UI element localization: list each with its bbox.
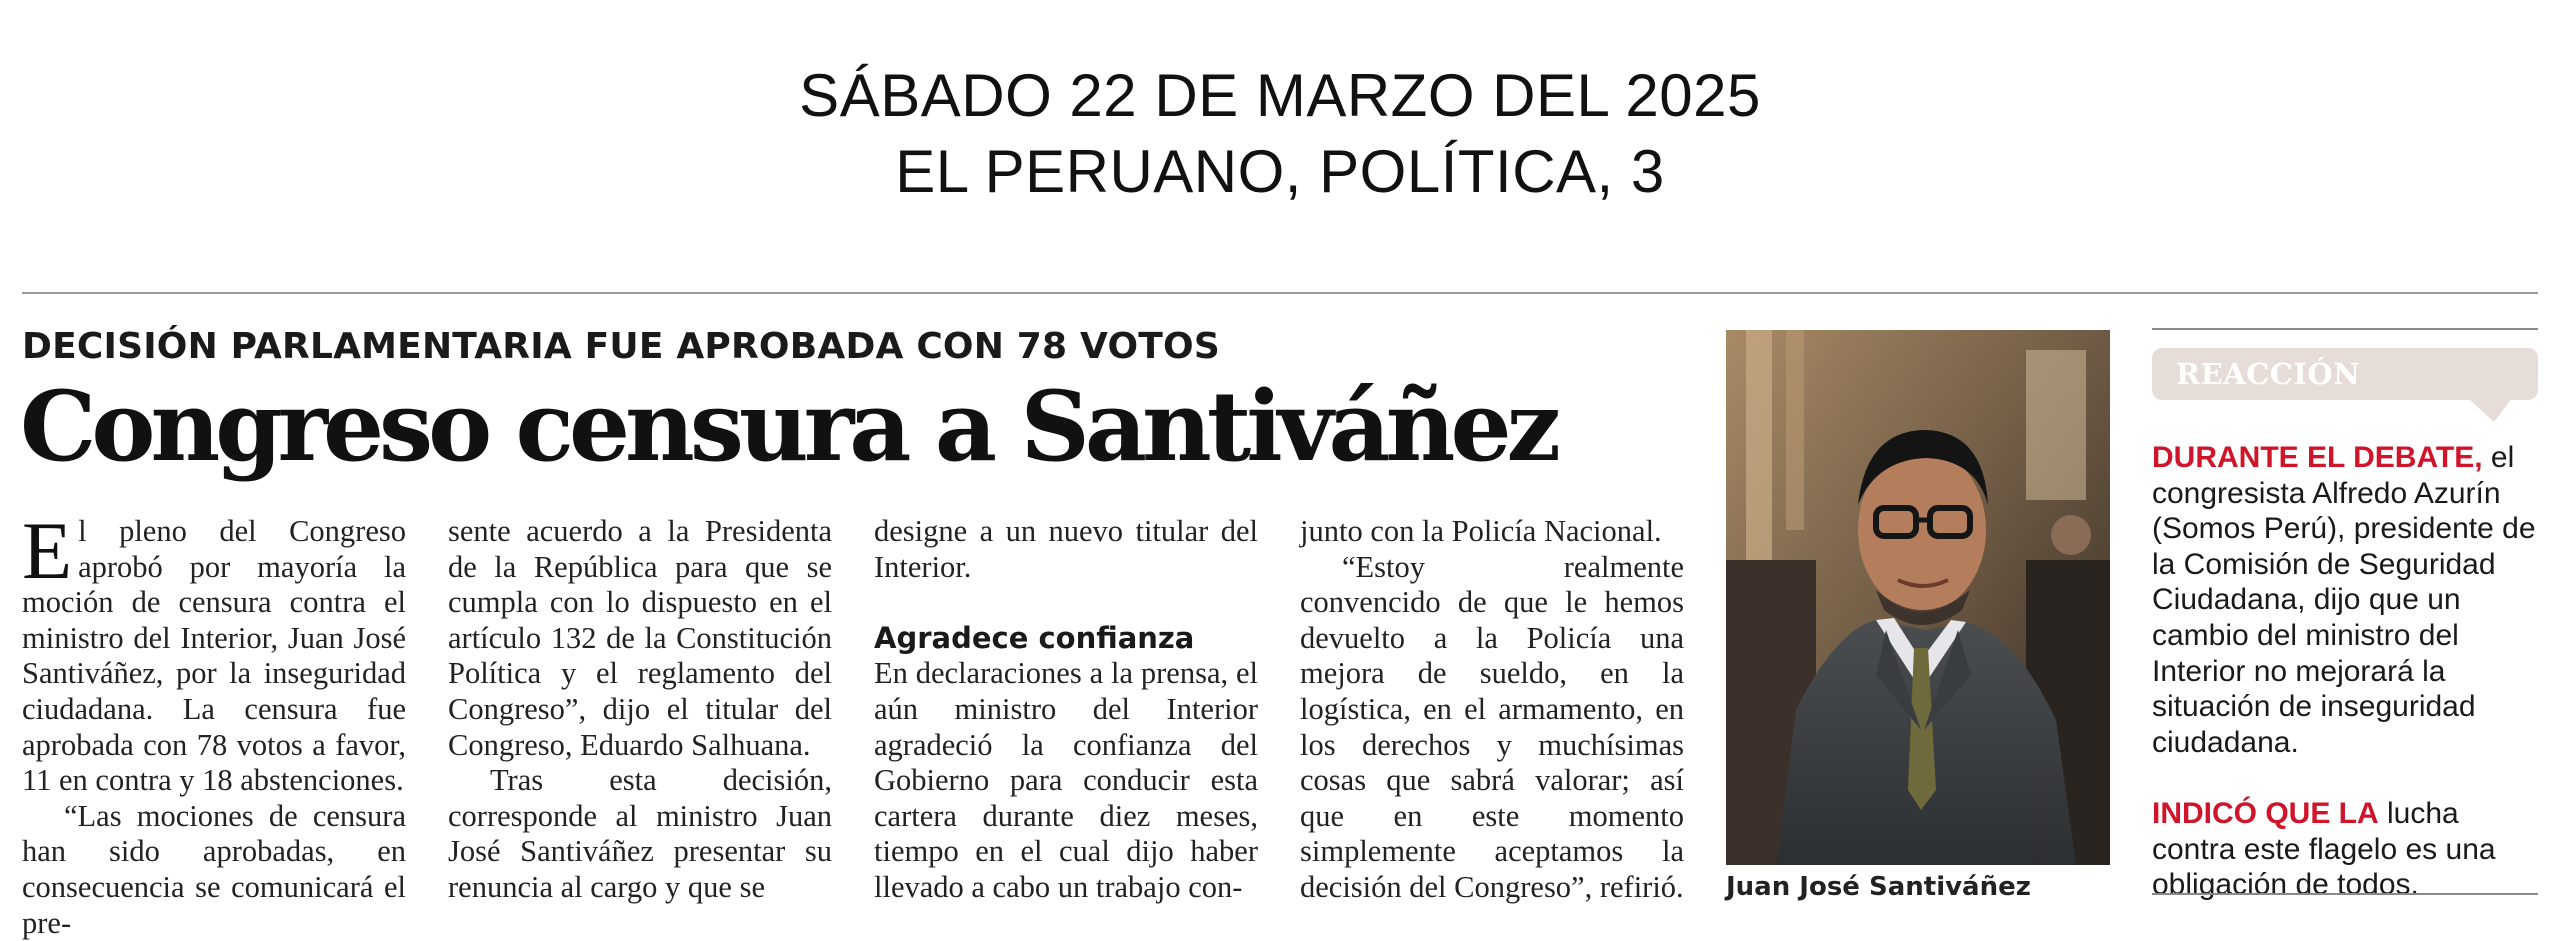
sidebar-item — [2152, 440, 2542, 760]
column-2-paragraph-2: Tras esta decisión, corresponde al ministro Juan José Santiváñez presentar su renuncia al cargo y que se — [448, 763, 832, 904]
sidebar-item-text: el congresista Alfredo Azurín (Somos Perú), presidente de la Comisión de Seguridad Ciudadana, dijo que un cambio del ministro del Interior no mejorará la situación de inseguridad ciudadana. — [2152, 441, 2536, 759]
column-4-paragraph-2: “Estoy realmente convencido de que le hemos devuelto a la Policía una mejora de sueldo, en la logística, en el armamento, en los derechos y muchísimas cosas que sabrá valorar; así que en este momento simplemente aceptamos la decisión del Congreso”, refirió. — [1300, 549, 1684, 904]
sidebar-item-text: lucha contra este flagelo es una obligación de todos. — [2152, 796, 2496, 902]
column-4-paragraph-1: junto con la Policía Nacional. — [1300, 514, 1662, 548]
article-column-2 — [448, 514, 832, 906]
publication-section-line: EL PERUANO, POLÍTICA, 3 — [895, 138, 1665, 205]
article-headline: Congreso censura a Santiváñez — [20, 370, 1557, 483]
column-3-paragraph-2: En declaraciones a la prensa, el aún ministro del Interior agradeció la confianza del Gobierno para conducir esta cartera durante diez meses, tiempo en el cual dijo haber llevado a cabo un trabajo con- — [874, 656, 1258, 904]
sidebar-bottom-divider — [2152, 893, 2538, 895]
article-column-4 — [1300, 514, 1684, 906]
column-3-paragraph-1: designe a un nuevo titular del Interior. — [874, 514, 1258, 584]
photo-caption: Juan José Santiváñez — [1726, 872, 2031, 902]
top-divider — [22, 292, 2538, 294]
reaction-badge — [2152, 348, 2538, 400]
portrait-photo — [1726, 330, 2110, 865]
sidebar-item-lead: DURANTE EL DEBATE, — [2152, 441, 2483, 474]
speech-bubble-tail — [2468, 398, 2512, 422]
article-subhead: Agradece confianza — [874, 620, 1195, 655]
sidebar-item — [2152, 796, 2542, 903]
date-header — [0, 58, 2560, 210]
article-column-3 — [874, 514, 1258, 906]
reaction-badge-label: REACCIÓN — [2176, 357, 2361, 391]
column-1-paragraph-2: “Las mociones de censura han sido aprobadas, en consecuencia se comunicará el pre- — [22, 798, 406, 940]
sidebar-top-divider — [2152, 328, 2538, 330]
column-2-paragraph-1: sente acuerdo a la Presidenta de la República para que se cumpla con lo dispuesto en el artículo 132 de la Constitución Política y el reglamento del Congreso”, dijo el titular del Congreso, Eduardo Salhuana. — [448, 514, 832, 762]
date-line: SÁBADO 22 DE MARZO DEL 2025 — [799, 62, 1761, 129]
article-kicker: DECISIÓN PARLAMENTARIA FUE APROBADA CON 78 VOTOS — [22, 326, 1220, 367]
sidebar-item-lead: INDICÓ QUE LA — [2152, 796, 2379, 830]
article-column-1 — [22, 505, 406, 941]
sidebar-text — [2152, 440, 2542, 938]
drop-cap: E — [22, 505, 73, 596]
column-1-paragraph-1: l pleno del Congreso aprobó por mayoría la moción de censura contra el ministro del Interior, Juan José Santiváñez, por la inseguridad ciudadana. La censura fue aprobada con 78 votos a favor, 11 en contra y 18 abstenciones. — [22, 514, 406, 798]
